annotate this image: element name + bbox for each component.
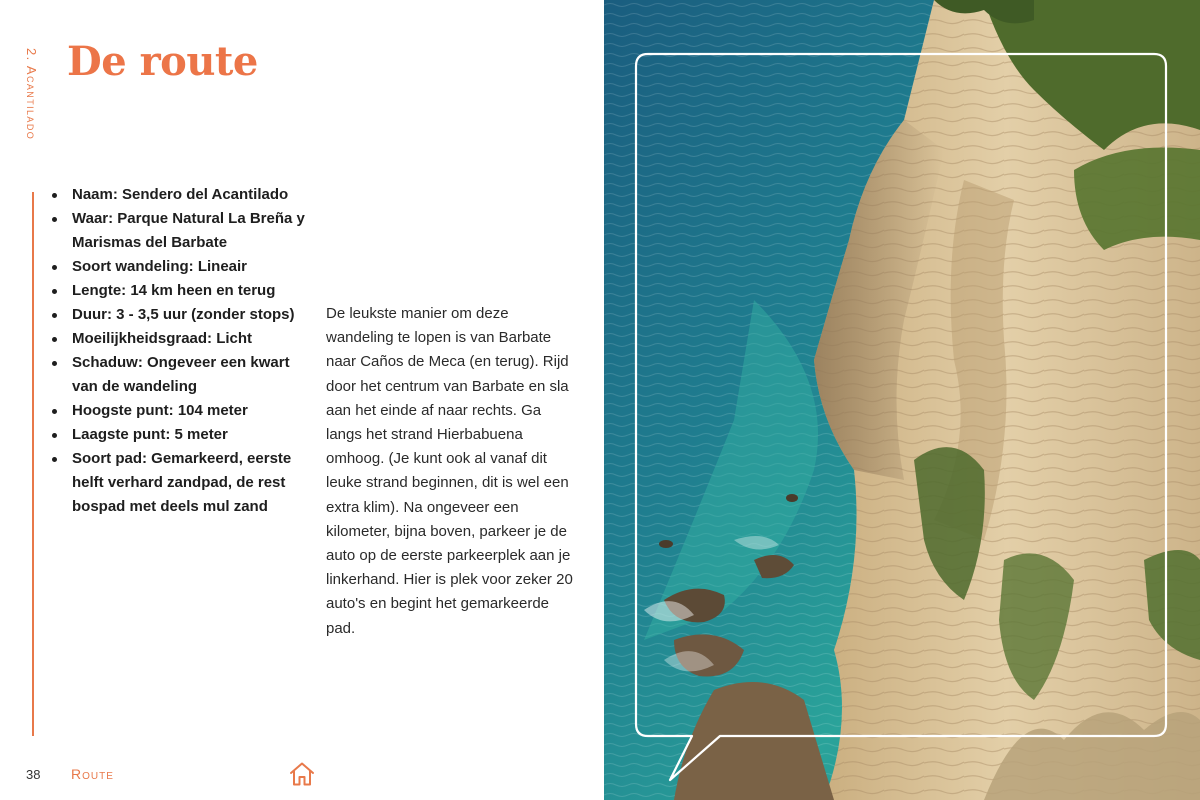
fact-text: Soort wandeling: Lineair	[72, 258, 248, 275]
fact-text: Moeilijkheidsgraad: Licht	[72, 330, 253, 347]
route-facts-list	[52, 183, 314, 519]
bullet	[52, 313, 57, 318]
fact-item	[52, 303, 314, 327]
fact-item	[52, 183, 314, 207]
bullet	[52, 433, 57, 438]
fact-text: Hoogste punt: 104 meter	[72, 402, 248, 419]
cliff-photo	[604, 0, 1200, 800]
fact-item	[52, 279, 314, 303]
fact-text: Waar: Parque Natural La Breña y Marismas del Barbate	[72, 210, 305, 251]
fact-item	[52, 255, 314, 279]
bullet	[52, 409, 57, 414]
fact-item	[52, 399, 314, 423]
page-number: 38	[26, 767, 41, 782]
bullet	[52, 265, 57, 270]
home-icon	[288, 760, 316, 788]
route-description: De leukste manier om deze wandeling te lopen is van Barbate naar Caños de Meca (en terug). Rijd door het centrum van Barbate en sla aan het einde af naar rechts. Ga langs het strand Hierbabuena omhoog. (Je kunt ook al vanaf dit leuke strand beginnen, dit is wel een extra klim). Na ongeveer een kilometer, bijna boven, parkeer je de auto op de eerste parkeerplek aan je linkerhand. Hier is plek voor zeker 20 auto's en begint het gemarkeerde pad.	[326, 305, 573, 637]
fact-text: Soort pad: Gemarkeerd, eerste helft verhard zandpad, de rest bospad met deels mul zand	[72, 450, 292, 515]
fact-item	[52, 447, 314, 519]
fact-item	[52, 423, 314, 447]
bullet	[52, 457, 57, 462]
fact-text: Laagste punt: 5 meter	[72, 426, 228, 443]
bullet	[52, 289, 57, 294]
cliff-coast-image	[604, 0, 1200, 800]
page-title: De route	[67, 38, 258, 85]
home-button[interactable]	[288, 760, 316, 788]
fact-text: Duur: 3 - 3,5 uur (zonder stops)	[72, 306, 295, 323]
section-label: Route	[71, 766, 114, 782]
fact-text: Lengte: 14 km heen en terug	[72, 282, 276, 299]
bullet	[52, 361, 57, 366]
fact-item	[52, 207, 314, 255]
side-rule	[32, 192, 34, 736]
bullet	[52, 217, 57, 222]
bullet	[52, 337, 57, 342]
chapter-label: 2. Acantilado	[24, 48, 39, 141]
fact-text: Schaduw: Ongeveer een kwart van de wandeling	[72, 354, 290, 395]
fact-text: Naam: Sendero del Acantilado	[72, 186, 289, 203]
fact-item	[52, 351, 314, 399]
bullet	[52, 193, 57, 198]
fact-item	[52, 327, 314, 351]
